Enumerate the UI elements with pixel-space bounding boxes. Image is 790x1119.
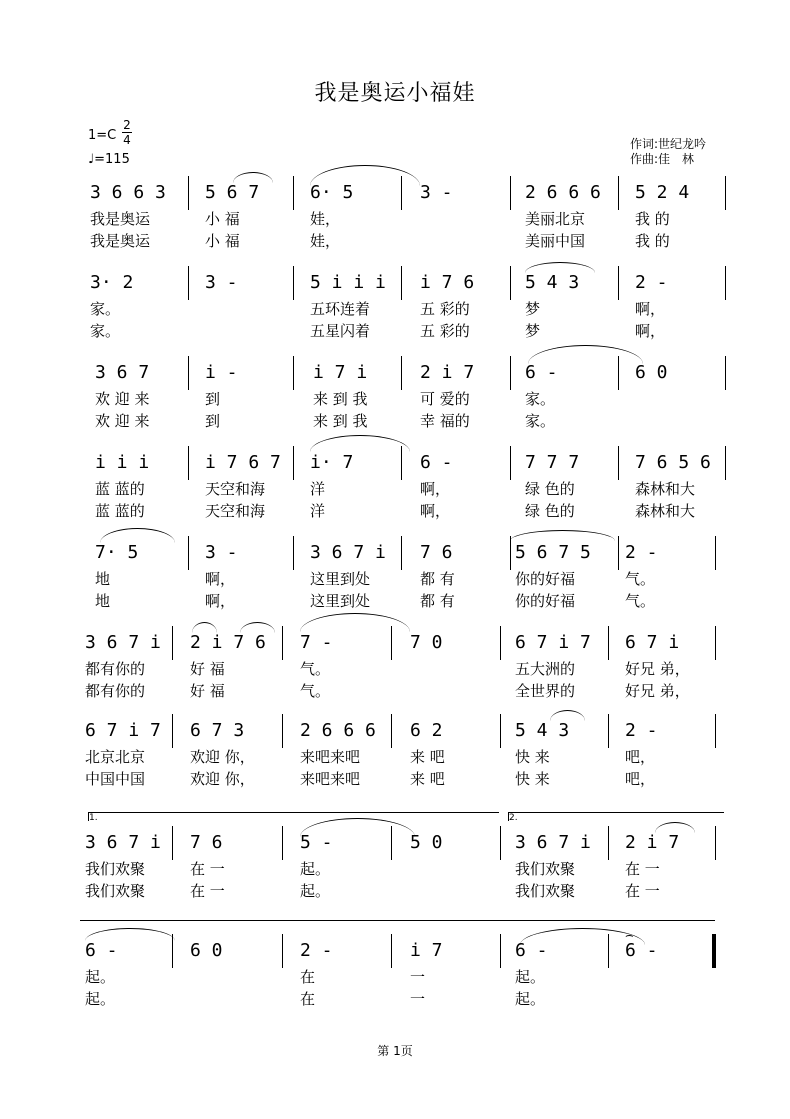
lyric-verse-2: 家。 <box>525 412 556 430</box>
barline <box>715 826 716 860</box>
barline <box>618 536 619 570</box>
measure-notes: 6 - <box>85 940 118 961</box>
lyric-verse-1: 来吧来吧 <box>300 748 361 766</box>
lyric-verse-2: 我们欢聚 <box>515 882 576 900</box>
measure-notes: 6 7 i 7 <box>85 720 161 741</box>
measure-notes: 3· 2 <box>90 272 134 293</box>
barline <box>293 536 294 570</box>
measure-notes: 6 - <box>525 362 558 383</box>
barline <box>282 826 283 860</box>
measure-notes: 2 6 6 6 <box>525 182 601 203</box>
page-number: 第 1页 <box>377 1044 413 1058</box>
measure-notes: 7 6 <box>420 542 453 563</box>
measure-notes: 6· 5 <box>310 182 354 203</box>
lyric-verse-1: 来 到 我 <box>313 390 368 408</box>
lyricist: 作词:世纪龙吟 <box>630 137 707 151</box>
key-signature: 1=C <box>88 128 117 143</box>
barline <box>500 826 501 860</box>
lyric-verse-2: 我们欢聚 <box>85 882 146 900</box>
measure-notes: 2 - <box>625 720 658 741</box>
slur <box>233 172 273 183</box>
measure-notes: 6 0 <box>635 362 668 383</box>
slur <box>192 622 217 633</box>
lyric-verse-1: 啊， <box>205 570 236 588</box>
lyric-verse-1: 家。 <box>525 390 556 408</box>
barline <box>391 934 392 968</box>
lyric-verse-1: 来 吧 <box>410 748 445 766</box>
measure-notes: 3 6 7 i <box>310 542 386 563</box>
barline <box>725 266 726 300</box>
lyric-verse-1: 欢 迎 来 <box>95 390 150 408</box>
measure-notes: 2 i 7 <box>420 362 475 383</box>
barline <box>725 176 726 210</box>
lyric-verse-1: 我是奥运 <box>90 210 151 228</box>
lyric-verse-2: 吧， <box>625 770 656 788</box>
slur <box>655 822 695 833</box>
slur <box>85 928 175 941</box>
measure-notes: 6 2 <box>410 720 443 741</box>
lyric-verse-1: 美丽北京 <box>525 210 586 228</box>
lyric-verse-1: 气。 <box>300 660 331 678</box>
barline <box>608 826 609 860</box>
lyric-verse-2: 娃， <box>310 232 341 250</box>
lyric-verse-2: 气。 <box>300 682 331 700</box>
measure-notes: 6 - <box>625 940 658 961</box>
lyric-verse-1: 我们欢聚 <box>515 860 576 878</box>
barline <box>510 536 511 570</box>
barline <box>401 536 402 570</box>
volta-first-ending: 1. <box>88 812 499 821</box>
lyric-verse-2: 蓝 蓝的 <box>95 502 145 520</box>
measure-notes: 3 6 7 i <box>85 632 161 653</box>
lyric-verse-1: 气。 <box>625 570 656 588</box>
lyric-verse-1: 小 福 <box>205 210 240 228</box>
measure-notes: 3 6 7 i <box>85 832 161 853</box>
measure-notes: 5 4 3 <box>515 720 570 741</box>
time-signature-bottom: 4 <box>123 133 131 147</box>
lyric-verse-2: 起。 <box>515 990 546 1008</box>
measure-notes: 6 - <box>515 940 548 961</box>
measure-notes: 5 0 <box>410 832 443 853</box>
barline <box>188 356 189 390</box>
measure-notes: 7· 5 <box>95 542 139 563</box>
lyric-verse-1: 地 <box>95 570 111 588</box>
measure-notes: i i i <box>95 452 150 473</box>
lyric-verse-2: 全世界的 <box>515 682 576 700</box>
barline <box>500 626 501 660</box>
measure-notes: 5 4 3 <box>525 272 580 293</box>
measure-notes: 2 i 7 6 <box>190 632 266 653</box>
lyric-verse-2: 幸 福的 <box>420 412 470 430</box>
measure-notes: 2 - <box>300 940 333 961</box>
lyric-verse-1: 天空和海 <box>205 480 266 498</box>
lyric-verse-1: 啊， <box>635 300 666 318</box>
lyric-verse-2: 在 <box>300 990 316 1008</box>
barline <box>510 446 511 480</box>
measure-notes: i - <box>205 362 238 383</box>
slur <box>525 262 595 273</box>
lyric-verse-1: 家。 <box>90 300 121 318</box>
measure-notes: i 7 <box>410 940 443 961</box>
slur <box>100 528 175 543</box>
lyric-verse-2: 梦 <box>525 322 541 340</box>
lyric-verse-2: 五 彩的 <box>420 322 470 340</box>
lyric-verse-2: 气。 <box>625 592 656 610</box>
barline <box>188 446 189 480</box>
lyric-verse-2: 好 福 <box>190 682 225 700</box>
lyric-verse-2: 天空和海 <box>205 502 266 520</box>
lyric-verse-1: 森林和大 <box>635 480 696 498</box>
lyric-verse-2: 美丽中国 <box>525 232 586 250</box>
lyric-verse-1: 绿 色的 <box>525 480 575 498</box>
barline <box>282 626 283 660</box>
song-title: 我是奥运小福娃 <box>314 81 476 106</box>
lyric-verse-1: 起。 <box>300 860 331 878</box>
lyric-verse-2: 洋 <box>310 502 326 520</box>
lyric-verse-1: 好兄 弟， <box>625 660 690 678</box>
barline <box>608 626 609 660</box>
barline <box>510 176 511 210</box>
barline <box>500 934 501 968</box>
credits <box>630 137 706 167</box>
slur <box>510 530 615 541</box>
barline <box>715 536 716 570</box>
barline <box>500 714 501 748</box>
lyric-verse-2: 你的好福 <box>515 592 576 610</box>
measure-notes: i 7 i <box>313 362 368 383</box>
lyric-verse-2: 我 的 <box>635 232 670 250</box>
lyric-verse-1: 在 <box>300 968 316 986</box>
slur <box>528 345 643 364</box>
measure-notes: 2 - <box>625 542 658 563</box>
barline <box>172 826 173 860</box>
time-signature-top: 2 <box>123 118 131 132</box>
lyric-verse-2: 啊， <box>205 592 236 610</box>
barline <box>172 626 173 660</box>
lyric-verse-1: 欢迎 你， <box>190 748 255 766</box>
final-barline <box>712 934 716 968</box>
lyric-verse-1: 这里到处 <box>310 570 371 588</box>
lyric-verse-2: 欢迎 你， <box>190 770 255 788</box>
barline <box>293 356 294 390</box>
lyric-verse-2: 来 到 我 <box>313 412 368 430</box>
measure-notes: 7 0 <box>410 632 443 653</box>
slur <box>310 435 410 452</box>
measure-notes: 3 - <box>420 182 453 203</box>
measure-notes: 3 - <box>205 542 238 563</box>
continuation-line <box>80 920 715 921</box>
lyric-verse-2: 来 吧 <box>410 770 445 788</box>
lyric-verse-2: 起。 <box>300 882 331 900</box>
tempo-value: =115 <box>94 152 130 167</box>
barline <box>188 176 189 210</box>
lyric-verse-1: 我 的 <box>635 210 670 228</box>
barline <box>293 176 294 210</box>
measure-notes: 5 2 4 <box>635 182 690 203</box>
lyric-verse-1: 都有你的 <box>85 660 146 678</box>
composer: 作曲:佳 林 <box>630 152 695 166</box>
measure-notes: 7 - <box>300 632 333 653</box>
slur <box>310 165 420 186</box>
measure-notes: 3 6 7 <box>95 362 150 383</box>
barline <box>715 626 716 660</box>
measure-notes: 5 6 7 5 <box>515 542 591 563</box>
slur <box>300 613 410 632</box>
barline <box>725 356 726 390</box>
barline <box>293 446 294 480</box>
fermata-icon: ⌢ <box>625 928 634 943</box>
lyric-verse-1: 可 爱的 <box>420 390 470 408</box>
measure-notes: 6 7 i 7 <box>515 632 591 653</box>
lyric-verse-2: 都有你的 <box>85 682 146 700</box>
measure-notes: 6 - <box>420 452 453 473</box>
measure-notes: 5 6 7 <box>205 182 260 203</box>
lyric-verse-2: 起。 <box>85 990 116 1008</box>
barline <box>608 714 609 748</box>
measure-notes: 3 6 6 3 <box>90 182 166 203</box>
lyric-verse-1: 北京北京 <box>85 748 146 766</box>
lyric-verse-1: 一 <box>410 968 426 986</box>
barline <box>282 934 283 968</box>
measure-notes: 3 - <box>205 272 238 293</box>
lyric-verse-2: 啊， <box>635 322 666 340</box>
tempo-marking <box>88 152 130 167</box>
lyric-verse-2: 森林和大 <box>635 502 696 520</box>
barline <box>715 714 716 748</box>
lyric-verse-1: 起。 <box>515 968 546 986</box>
lyric-verse-1: 我们欢聚 <box>85 860 146 878</box>
barline <box>188 266 189 300</box>
slur <box>550 710 585 721</box>
lyric-verse-2: 快 来 <box>515 770 550 788</box>
barline <box>401 266 402 300</box>
barline <box>510 266 511 300</box>
barline <box>725 446 726 480</box>
barline <box>618 176 619 210</box>
lyric-verse-1: 你的好福 <box>515 570 576 588</box>
lyric-verse-2: 好兄 弟， <box>625 682 690 700</box>
measure-notes: 3 6 7 i <box>515 832 591 853</box>
measure-notes: 2 6 6 6 <box>300 720 376 741</box>
barline <box>401 356 402 390</box>
lyric-verse-1: 都 有 <box>420 570 455 588</box>
barline <box>618 446 619 480</box>
barline <box>172 714 173 748</box>
measure-notes: i 7 6 <box>420 272 475 293</box>
lyric-verse-1: 在 一 <box>625 860 660 878</box>
lyric-verse-1: 五大洲的 <box>515 660 576 678</box>
lyric-verse-2: 欢 迎 来 <box>95 412 150 430</box>
lyric-verse-1: 娃， <box>310 210 341 228</box>
lyric-verse-2: 啊， <box>420 502 451 520</box>
barline <box>188 536 189 570</box>
lyric-verse-2: 在 一 <box>625 882 660 900</box>
barline <box>293 266 294 300</box>
volta-second-ending: 2. <box>508 812 724 821</box>
lyric-verse-2: 到 <box>205 412 221 430</box>
measure-notes: 2 - <box>635 272 668 293</box>
measure-notes: 7 6 5 6 <box>635 452 711 473</box>
measure-notes: 2 i 7 <box>625 832 680 853</box>
lyric-verse-2: 都 有 <box>420 592 455 610</box>
lyric-verse-1: 起。 <box>85 968 116 986</box>
lyric-verse-2: 五星闪着 <box>310 322 371 340</box>
measure-notes: 6 7 i <box>625 632 680 653</box>
barline <box>391 714 392 748</box>
lyric-verse-2: 这里到处 <box>310 592 371 610</box>
measure-notes: 7 6 <box>190 832 223 853</box>
slur <box>240 622 275 633</box>
measure-notes: i 7 6 7 <box>205 452 281 473</box>
lyric-verse-1: 啊， <box>420 480 451 498</box>
lyric-verse-1: 吧， <box>625 748 656 766</box>
lyric-verse-1: 快 来 <box>515 748 550 766</box>
measure-notes: 6 7 3 <box>190 720 245 741</box>
measure-notes: 5 - <box>300 832 333 853</box>
measure-notes: 5 i i i <box>310 272 386 293</box>
quarter-note-icon: ♩ <box>88 152 95 167</box>
lyric-verse-1: 蓝 蓝的 <box>95 480 145 498</box>
lyric-verse-1: 五环连着 <box>310 300 371 318</box>
lyric-verse-2: 小 福 <box>205 232 240 250</box>
lyric-verse-2: 在 一 <box>190 882 225 900</box>
lyric-verse-2: 来吧来吧 <box>300 770 361 788</box>
lyric-verse-1: 洋 <box>310 480 326 498</box>
lyric-verse-2: 中国中国 <box>85 770 146 788</box>
lyric-verse-1: 梦 <box>525 300 541 318</box>
time-signature <box>122 119 132 146</box>
lyric-verse-2: 我是奥运 <box>90 232 151 250</box>
measure-notes: i· 7 <box>310 452 354 473</box>
lyric-verse-1: 在 一 <box>190 860 225 878</box>
measure-notes: 6 0 <box>190 940 223 961</box>
lyric-verse-2: 一 <box>410 990 426 1008</box>
lyric-verse-2: 地 <box>95 592 111 610</box>
lyric-verse-2: 家。 <box>90 322 121 340</box>
lyric-verse-2: 绿 色的 <box>525 502 575 520</box>
barline <box>618 266 619 300</box>
lyric-verse-1: 到 <box>205 390 221 408</box>
lyric-verse-1: 五 彩的 <box>420 300 470 318</box>
barline <box>282 714 283 748</box>
lyric-verse-1: 好 福 <box>190 660 225 678</box>
measure-notes: 7 7 7 <box>525 452 580 473</box>
barline <box>510 356 511 390</box>
